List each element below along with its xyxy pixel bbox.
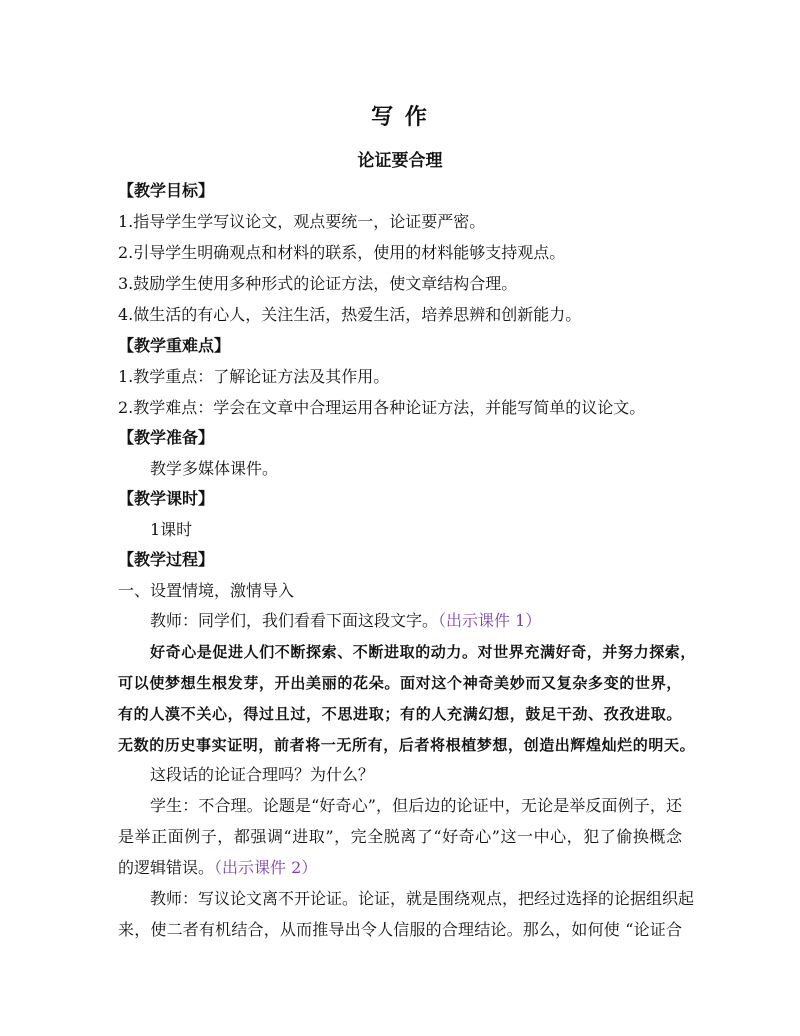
goal-item-4: 4.做生活的有心人，关注生活，热爱生活，培养思辨和创新能力。 bbox=[118, 305, 582, 324]
section-heading-key-points: 【教学重难点】 bbox=[118, 336, 231, 355]
page-title: 写 作 bbox=[371, 104, 429, 130]
student-line-2: 是举正面例子，都强调“进取”，完全脱离了“好奇心”这一中心，犯了偷换概念 bbox=[118, 827, 682, 846]
key-point-1: 1.教学重点：了解论证方法及其作用。 bbox=[118, 367, 390, 386]
quote-line-4: 无数的历史事实证明，前者将一无所有，后者将根植梦想，创造出辉煌灿烂的明天。 bbox=[118, 736, 696, 754]
hours-text: 1课时 bbox=[150, 520, 193, 539]
page-subtitle: 论证要合理 bbox=[357, 151, 443, 171]
goal-item-1: 1.指导学生学写议论文，观点要统一，论证要严密。 bbox=[118, 212, 486, 231]
section-heading-process: 【教学过程】 bbox=[118, 550, 215, 569]
section-heading-hours: 【教学课时】 bbox=[118, 489, 215, 508]
goal-item-3: 3.鼓励学生使用多种形式的论证方法，使文章结构合理。 bbox=[118, 274, 518, 293]
quote-line-1: 好奇心是促进人们不断探索、不断进取的动力。对世界充满好奇，并努力探索， bbox=[150, 643, 697, 661]
key-point-2: 2.教学难点：学会在文章中合理运用各种论证方法，并能写简单的议论文。 bbox=[118, 398, 646, 417]
student-line-3 bbox=[118, 857, 682, 879]
courseware-ref-2: （出示课件 2） bbox=[214, 858, 318, 877]
section-heading-preparation: 【教学准备】 bbox=[118, 428, 215, 447]
section-heading-goals: 【教学目标】 bbox=[118, 181, 215, 200]
teacher-line-1 bbox=[150, 610, 682, 632]
question-text: 这段话的论证合理吗？为什么？ bbox=[150, 765, 375, 784]
teacher-line-3: 来，使二者有机结合，从而推导出令人信服的合理结论。那么，如何使 “论证合 bbox=[118, 920, 682, 939]
quote-line-2: 可以使梦想生根发芽，开出美丽的花朵。面对这个神奇美妙而又复杂多变的世界， bbox=[118, 674, 682, 692]
student-line-1: 学生：不合理。论题是“好奇心”，但后边的论证中，无论是举反面例子，还 bbox=[150, 796, 682, 815]
courseware-ref-1: （出示课件 1） bbox=[438, 611, 542, 630]
teacher-speech: 教师：同学们，我们看看下面这段文字。 bbox=[150, 611, 439, 630]
process-step-1: 一、设置情境，激情导入 bbox=[118, 581, 295, 600]
teacher-line-2: 教师：写议论文离不开论证。论证，就是围绕观点，把经过选择的论据组织起 bbox=[150, 889, 695, 908]
preparation-text: 教学多媒体课件。 bbox=[150, 459, 279, 478]
goal-item-2: 2.引导学生明确观点和材料的联系，使用的材料能够支持观点。 bbox=[118, 243, 566, 262]
quote-line-3: 有的人漠不关心，得过且过，不思进取；有的人充满幻想，鼓足干劲、孜孜进取。 bbox=[118, 705, 682, 723]
student-speech-end: 的逻辑错误。 bbox=[118, 858, 215, 877]
